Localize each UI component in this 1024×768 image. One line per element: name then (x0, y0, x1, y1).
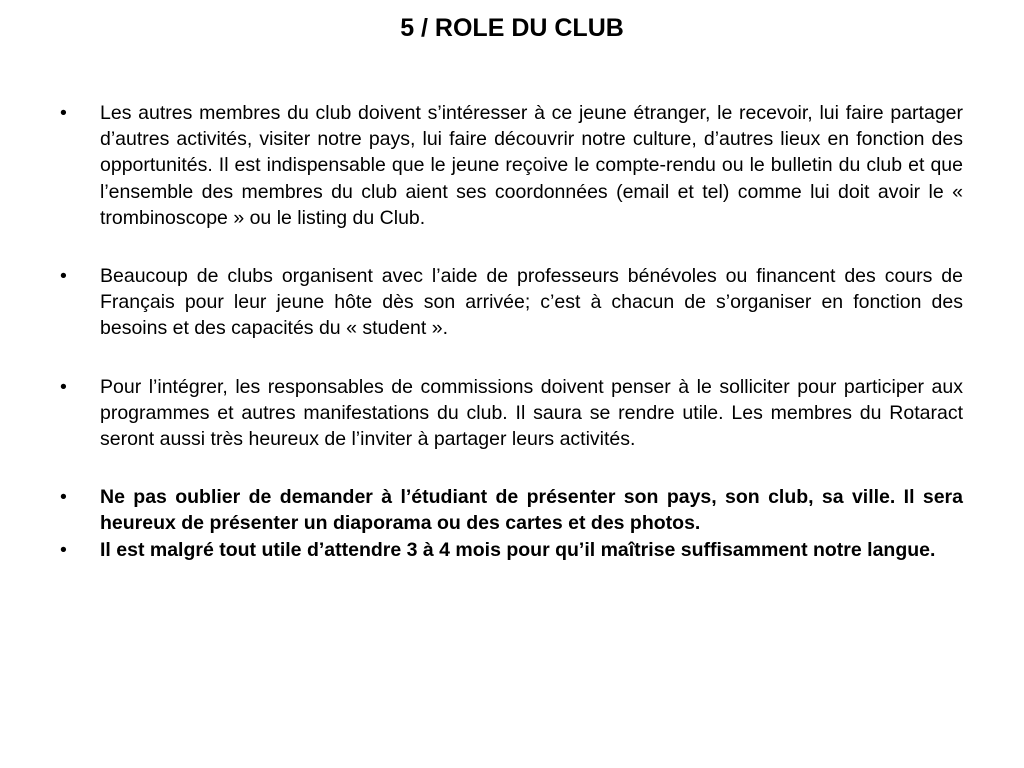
bullet-item-emphasis (60, 537, 963, 563)
bullet-item (60, 100, 963, 231)
bullet-dot-icon: • (60, 375, 67, 398)
bullet-item (60, 263, 963, 342)
bullet-item-emphasis (60, 484, 963, 536)
slide-title: 5 / ROLE DU CLUB (400, 14, 624, 42)
bullet-text: Les autres membres du club doivent s’intéresser à ce jeune étranger, le recevoir, lui faire partager d’autres activités, visiter notre pays, lui faire découvrir notre culture, d’autres lieux en fonction des opportunités. Il est indispensable que le jeune reçoive le compte-rendu ou le bulletin du club et que l’ensemble des membres du club aient ses coordonnées (email et tel) comme lui doit avoir le « trombinoscope » ou le listing du Club. (100, 102, 963, 229)
bullet-dot-icon: • (60, 265, 67, 288)
bullet-item (60, 374, 963, 453)
bullet-dot-icon: • (60, 538, 67, 561)
bullet-dot-icon: • (60, 102, 67, 124)
bullet-dot-icon: • (60, 486, 67, 509)
bullet-text: Ne pas oublier de demander à l’étudiant de présenter son pays, son club, sa ville. Il sera heureux de présenter un diaporama ou des cartes et des photos. (100, 486, 963, 535)
bullet-text: Beaucoup de clubs organisent avec l’aide de professeurs bénévoles ou financent des cours de Français pour leur jeune hôte dès son arrivée; c’est à chacun de s’organiser en fonction des besoins et des capacités du « student ». (100, 265, 963, 340)
bullet-text: Pour l’intégrer, les responsables de commissions doivent penser à le solliciter pour participer aux programmes et autres manifestations du club. Il saura se rendre utile. Les membres du Rotaract seront aussi très heureux de l’inviter à partager leurs activités. (100, 375, 963, 451)
bullet-list (60, 100, 963, 563)
bullet-text: Il est malgré tout utile d’attendre 3 à 4 mois pour qu’il maîtrise suffisamment notre langue. (100, 538, 936, 561)
